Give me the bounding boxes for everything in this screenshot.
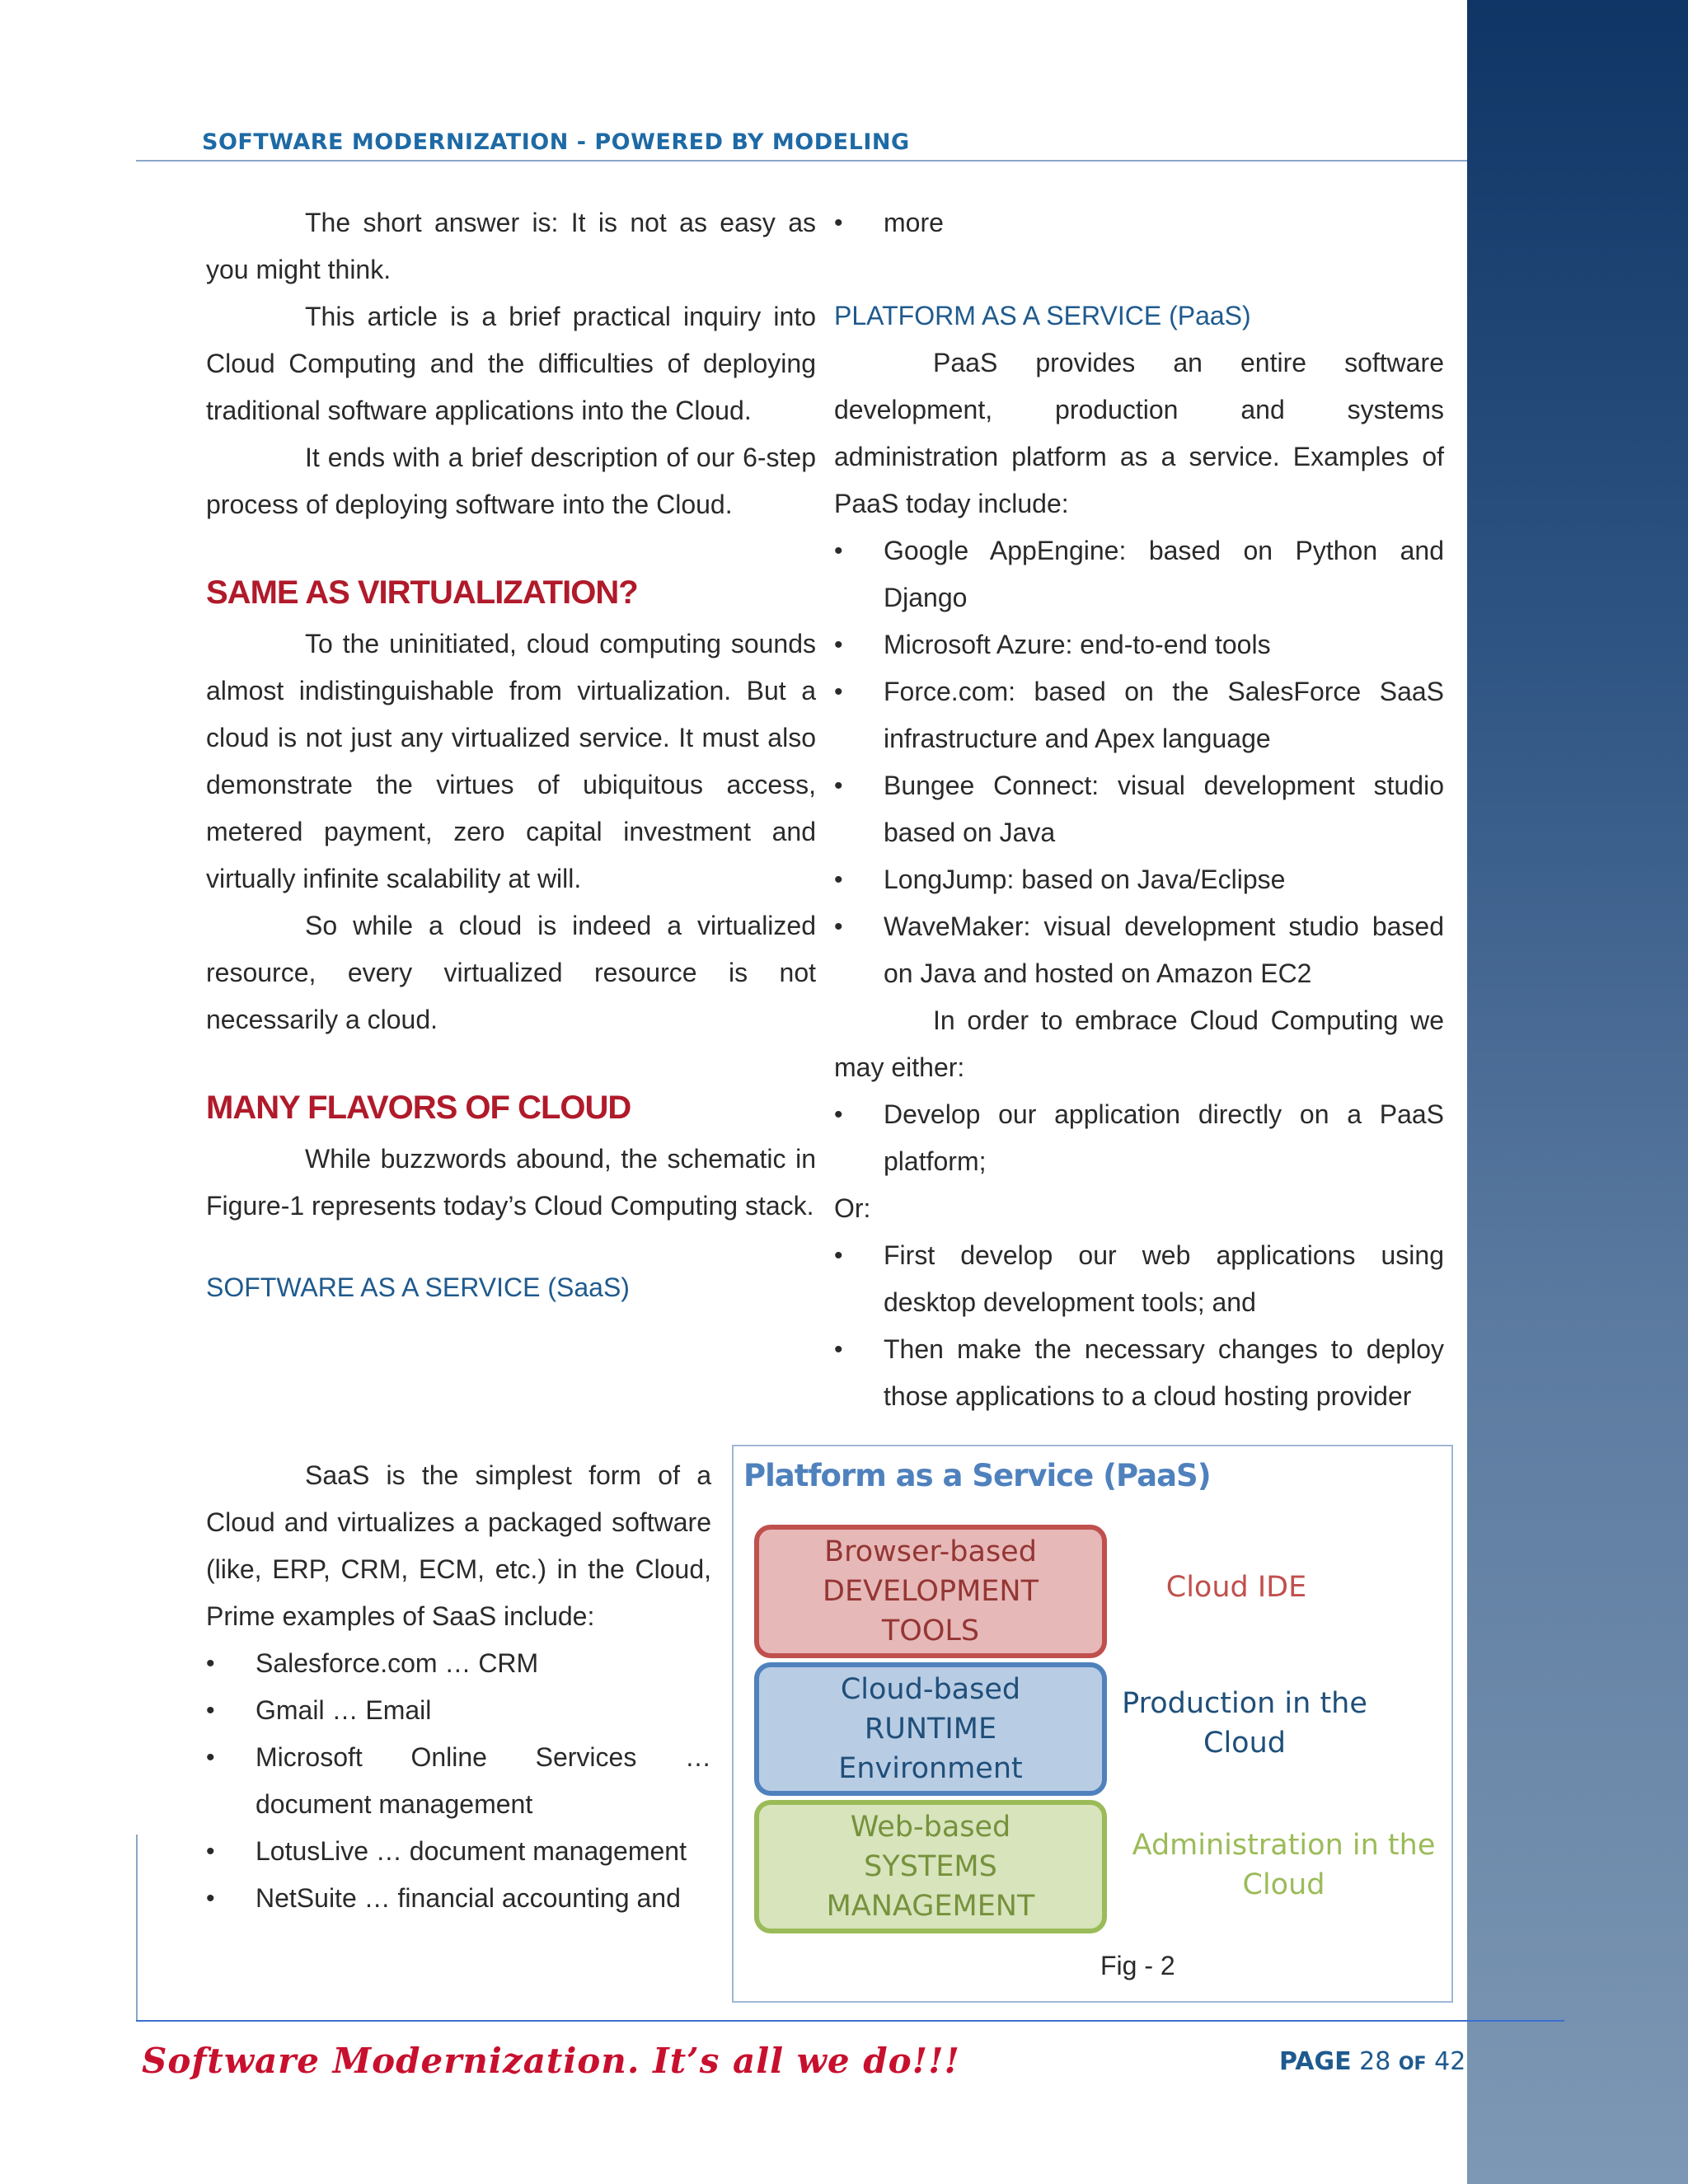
list-item: • NetSuite … financial accounting and bbox=[206, 1875, 711, 1922]
figure-caption: Fig - 2 bbox=[1100, 1951, 1175, 1980]
option-a-list bbox=[834, 1091, 1444, 1185]
intro-paragraph: This article is a brief practical inquiry into Cloud Computing and the difficulties of deploying traditional software applications into the Cloud. bbox=[206, 302, 816, 425]
list-item: • First develop our web applications using desktop development tools; and bbox=[834, 1232, 1444, 1326]
footer-rule bbox=[136, 2020, 1564, 2022]
paas-examples-list bbox=[834, 527, 1444, 997]
layer-line: DEVELOPMENT bbox=[823, 1575, 1039, 1608]
list-item: • Then make the necessary changes to deploy those applications to a cloud hosting provider bbox=[834, 1326, 1444, 1420]
paas-paragraph: In order to embrace Cloud Computing we may either: bbox=[834, 1005, 1444, 1082]
layer-line: Environment bbox=[838, 1752, 1023, 1785]
list-item: • Gmail … Email bbox=[206, 1687, 711, 1734]
label-line: Cloud IDE bbox=[1165, 1571, 1307, 1604]
label-line: Cloud bbox=[1203, 1727, 1286, 1760]
list-item: • Develop our application directly on a PaaS platform; bbox=[834, 1091, 1444, 1185]
footer-slogan: Software Modernization. It’s all we do!!! bbox=[142, 2041, 960, 2081]
left-column bbox=[206, 199, 816, 1311]
layer-line: Web-based bbox=[850, 1811, 1011, 1844]
option-b-list bbox=[834, 1232, 1444, 1420]
layer-line: TOOLS bbox=[881, 1615, 980, 1647]
flavors-paragraph: While buzzwords abound, the schematic in Figure-1 represents today’s Cloud Computing stack. bbox=[206, 1144, 816, 1221]
layer-label-cloud-ide bbox=[1113, 1568, 1360, 1607]
continued-fragment bbox=[834, 199, 1444, 246]
list-item: • Microsoft Azure: end-to-end tools bbox=[834, 621, 1444, 668]
paas-paragraph: PaaS provides an entire software development, production and systems administration platform as a service. Examples of PaaS today include: bbox=[834, 348, 1444, 518]
page-number bbox=[1279, 2047, 1465, 2076]
figure-title: Platform as a Service (PaaS) bbox=[743, 1458, 1211, 1493]
running-header-title: SOFTWARE MODERNIZATION - POWERED BY MODELING bbox=[202, 129, 910, 155]
layer-line: MANAGEMENT bbox=[826, 1890, 1035, 1923]
label-line: Cloud bbox=[1242, 1868, 1325, 1901]
page-current: 28 bbox=[1359, 2047, 1391, 2076]
or-text: Or: bbox=[834, 1193, 871, 1223]
list-item: • LongJump: based on Java/Eclipse bbox=[834, 856, 1444, 903]
list-item: • Bungee Connect: visual development studio based on Java bbox=[834, 762, 1444, 856]
label-line: Production in the bbox=[1122, 1687, 1367, 1720]
label-line: Administration in the bbox=[1132, 1829, 1436, 1862]
layer-line: Browser-based bbox=[824, 1535, 1037, 1568]
list-item: • Force.com: based on the SalesForce SaaS infrastructure and Apex language bbox=[834, 668, 1444, 762]
right-column bbox=[834, 199, 1444, 1420]
margin-rule bbox=[136, 1835, 138, 2021]
list-item: • WaveMaker: visual development studio based on Java and hosted on Amazon EC2 bbox=[834, 903, 1444, 997]
section-heading-virtualization: SAME AS VIRTUALIZATION? bbox=[206, 574, 638, 611]
layer-label-administration bbox=[1121, 1825, 1447, 1905]
list-item: • Google AppEngine: based on Python and Django bbox=[834, 527, 1444, 621]
page-total: 42 bbox=[1434, 2047, 1466, 2076]
layer-systems-management bbox=[754, 1800, 1107, 1933]
saas-examples-list bbox=[206, 1640, 711, 1922]
layer-line: SYSTEMS bbox=[864, 1850, 997, 1883]
intro-paragraph: The short answer is: It is not as easy as you might think. bbox=[206, 208, 816, 284]
of-word: OF bbox=[1398, 2054, 1427, 2074]
continued-text: • more bbox=[834, 199, 1444, 246]
virtualization-paragraph: So while a cloud is indeed a virtualized resource, every virtualized resource is not necessarily a cloud. bbox=[206, 911, 816, 1034]
virtualization-paragraph: To the uninitiated, cloud computing sounds almost indistinguishable from virtualization. But a cloud is not just any virtualized service. It must also demonstrate the virtues of ubiquitous access, metered payment, zero capital investment and virtually infinite scalability at will. bbox=[206, 629, 816, 893]
saas-paragraph: SaaS is the simplest form of a Cloud and virtualizes a packaged software (like, ERP, CRM, ECM, etc.) in the Cloud, Prime examples of SaaS include: bbox=[206, 1460, 711, 1631]
list-item: • Microsoft Online Services … document management bbox=[206, 1734, 711, 1828]
section-heading-flavors: MANY FLAVORS OF CLOUD bbox=[206, 1090, 631, 1126]
page-word: PAGE bbox=[1279, 2047, 1352, 2076]
subsection-heading-saas: SOFTWARE AS A SERVICE (SaaS) bbox=[206, 1272, 630, 1302]
paas-figure bbox=[732, 1445, 1453, 2003]
header-rule bbox=[136, 160, 1467, 162]
layer-label-production bbox=[1109, 1684, 1381, 1763]
intro-paragraph: It ends with a brief description of our 6-step process of deploying software into the Cloud. bbox=[206, 443, 816, 519]
list-item: • LotusLive … document management bbox=[206, 1828, 711, 1875]
layer-line: Cloud-based bbox=[840, 1673, 1021, 1706]
list-item: • Salesforce.com … CRM bbox=[206, 1640, 711, 1687]
layer-line: RUNTIME bbox=[864, 1713, 997, 1746]
subsection-heading-paas: PLATFORM AS A SERVICE (PaaS) bbox=[834, 301, 1251, 330]
left-column-narrow bbox=[206, 1452, 711, 1922]
layer-development-tools bbox=[754, 1525, 1107, 1658]
layer-runtime-environment bbox=[754, 1662, 1107, 1796]
side-color-band bbox=[1467, 0, 1688, 2184]
